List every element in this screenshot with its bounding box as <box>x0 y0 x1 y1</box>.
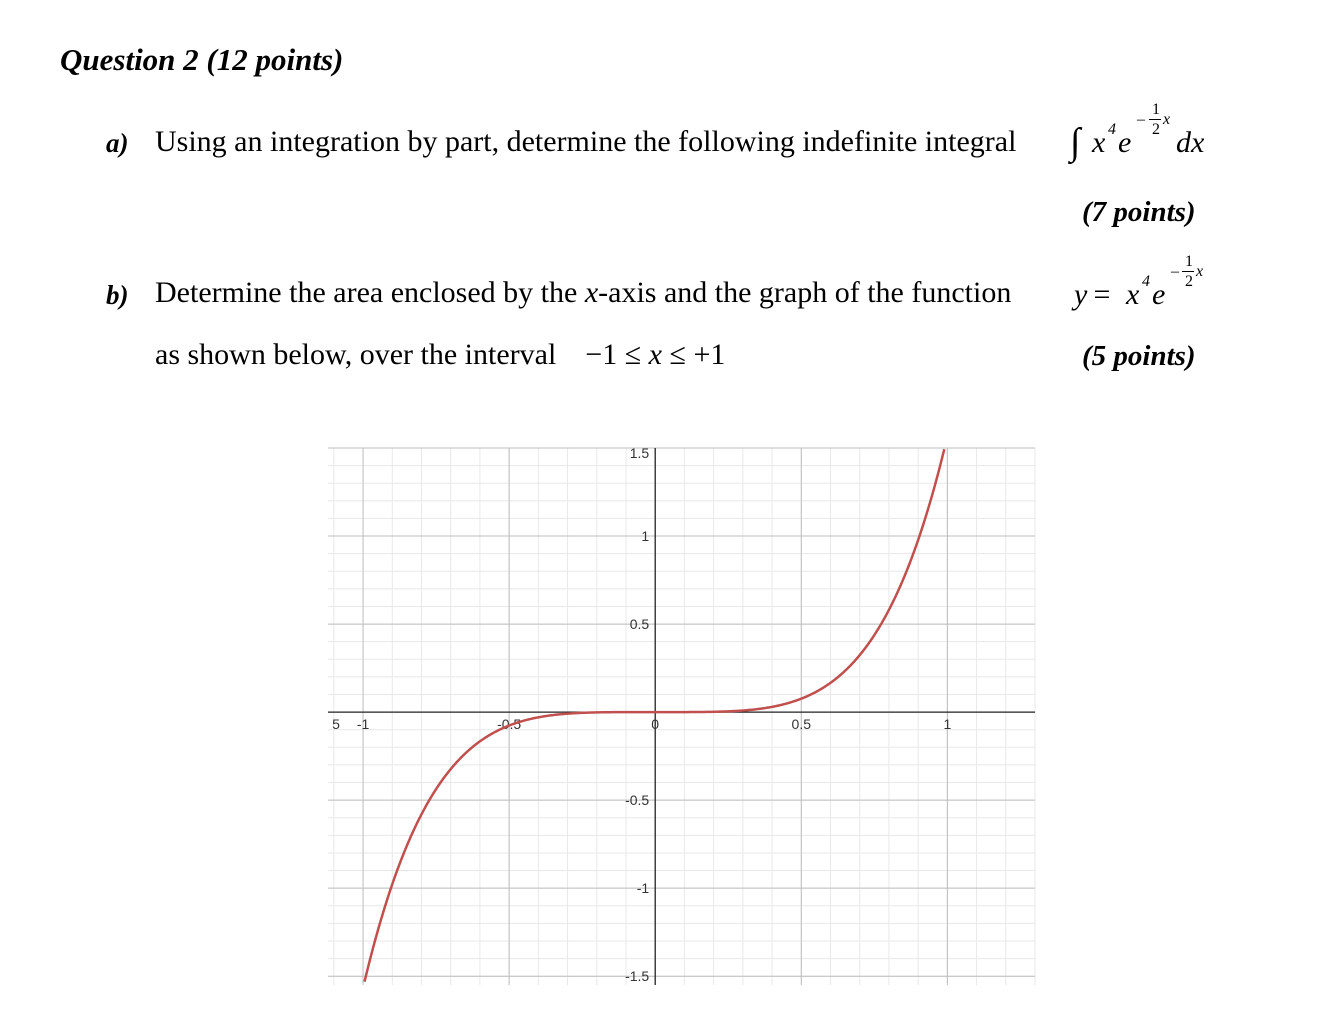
interval-le2: ≤ <box>662 338 694 371</box>
integral-exp-var: x <box>1163 111 1171 128</box>
part-b-points: (5 points) <box>1082 340 1196 372</box>
function-exp-minus: – <box>1171 263 1179 280</box>
y-tick-label: -0.5 <box>625 792 650 809</box>
x-tick-label: 5 <box>332 716 340 733</box>
integral-exp-minus: – <box>1137 111 1145 128</box>
part-a-integral <box>1070 100 1210 170</box>
x-tick-label: -1 <box>356 716 370 733</box>
part-b-interval-text: as shown below, over the interval <box>155 338 557 371</box>
interval-le1: ≤ <box>617 338 649 371</box>
function-eq: = <box>1086 278 1118 311</box>
integral-power: 4 <box>1108 121 1116 138</box>
function-power: 4 <box>1142 273 1150 290</box>
function-exp-var: x <box>1196 263 1204 280</box>
y-tick-label: -1 <box>636 880 650 897</box>
interval-var: x <box>648 338 662 371</box>
x-tick-label: 1 <box>943 716 952 733</box>
function-graph <box>320 440 1040 990</box>
question-title: Question 2 (12 points) <box>60 42 344 77</box>
integral-e: e <box>1118 126 1132 159</box>
function-exp-den: 2 <box>1185 273 1193 290</box>
integral-sign: ∫ <box>1070 121 1081 163</box>
integral-base: x <box>1092 126 1106 159</box>
integral-exp-den: 2 <box>1152 121 1160 138</box>
part-b-text-var: x <box>584 276 599 309</box>
part-b-text-line1 <box>155 276 1011 310</box>
function-base: x <box>1126 278 1140 311</box>
part-b-label: b) <box>106 280 129 310</box>
function-lhs: y <box>1074 278 1088 311</box>
part-a-text: Using an integration by part, determine the following indefinite integral <box>155 125 1017 158</box>
y-tick-label: 1 <box>641 528 650 545</box>
part-a-label: a) <box>106 128 129 158</box>
y-tick-label: 0.5 <box>629 616 650 633</box>
part-b-text-line2 <box>155 338 725 372</box>
part-a-points: (7 points) <box>1082 196 1196 228</box>
x-tick-label: -0.5 <box>497 716 522 733</box>
interval-upper: +1 <box>693 338 726 371</box>
y-tick-label: -1.5 <box>625 968 650 985</box>
part-b-text-pre: Determine the area enclosed by the <box>155 276 585 309</box>
y-tick-label: 1.5 <box>629 445 650 461</box>
interval-lower: −1 <box>585 338 618 371</box>
x-tick-label: 0.5 <box>791 716 812 733</box>
function-exp-num: 1 <box>1185 253 1193 270</box>
integral-exp-num: 1 <box>1152 101 1160 118</box>
function-e: e <box>1152 278 1166 311</box>
integral-dx: dx <box>1176 126 1205 159</box>
part-b-function <box>1074 252 1214 322</box>
x-tick-label: 0 <box>651 716 660 733</box>
part-b-text-post: -axis and the graph of the function <box>598 276 1012 309</box>
